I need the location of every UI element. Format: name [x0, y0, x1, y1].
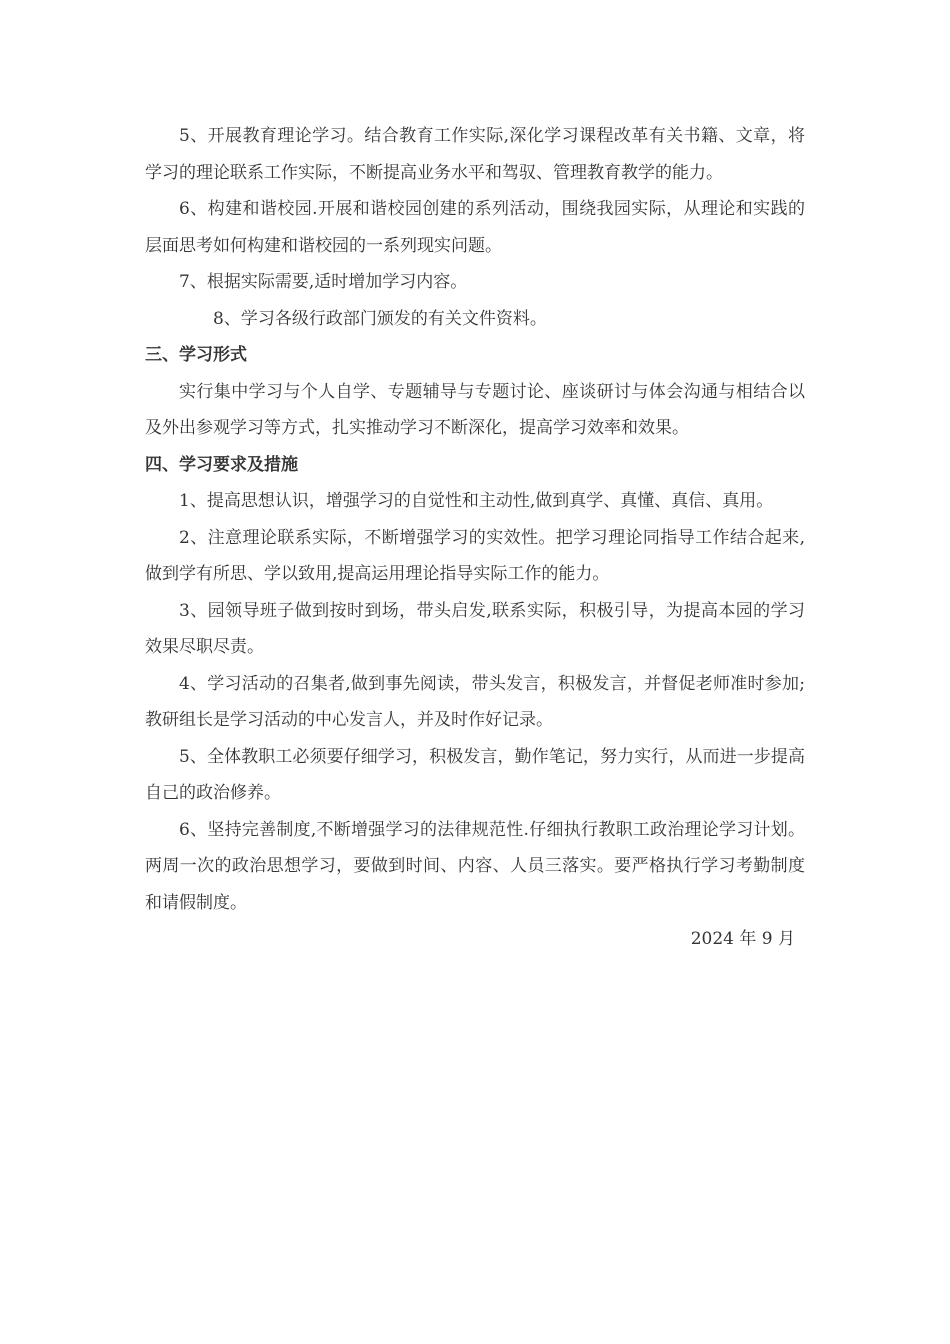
document-page	[145, 118, 805, 958]
section-heading-learning-form: 三、学习形式	[145, 345, 247, 365]
section-heading-requirements: 四、学习要求及措施	[145, 454, 298, 475]
requirement-item-2: 2、注意理论联系实际，不断增强学习的实效性。把学习理论同指导工作结合起来,做到学有所思、学以致用,提高运用理论指导实际工作的能力。	[145, 527, 805, 584]
requirement-item-5: 5、全体教职工必须要仔细学习，积极发言，勤作笔记，努力实行，从而进一步提高自己的政治修养。	[145, 746, 805, 803]
paragraph-item-5: 5、开展教育理论学习。结合教育工作实际,深化学习课程改革有关书籍、文章，将学习的理论联系工作实际，不断提高业务水平和驾驭、管理教育教学的能力。	[145, 126, 805, 183]
document-date: 2024 年 9 月	[690, 929, 795, 949]
requirement-item-3: 3、园领导班子做到按时到场，带头启发,联系实际，积极引导，为提高本园的学习效果尽职尽责。	[145, 600, 805, 657]
requirement-item-6: 6、坚持完善制度,不断增强学习的法律规范性.仔细执行教职工政治理论学习计划。两周一次的政治思想学习，要做到时间、内容、人员三落实。要严格执行学习考勤制度和请假制度。	[145, 819, 805, 913]
requirement-item-1: 1、提高思想认识，增强学习的自觉性和主动性,做到真学、真懂、真信、真用。	[179, 491, 774, 511]
paragraph-learning-form: 实行集中学习与个人自学、专题辅导与专题讨论、座谈研讨与体会沟通与相结合以及外出参观学习等方式，扎实推动学习不断深化，提高学习效率和效果。	[145, 381, 805, 438]
paragraph-item-6: 6、构建和谐校园.开展和谐校园创建的系列活动，围绕我园实际，从理论和实践的层面思考如何构建和谐校园的一系列现实问题。	[145, 199, 805, 256]
paragraph-item-8: 8、学习各级行政部门颁发的有关文件资料。	[213, 308, 547, 329]
requirement-item-4: 4、学习活动的召集者,做到事先阅读，带头发言，积极发言，并督促老师准时参加;教研组长是学习活动的中心发言人，并及时作好记录。	[145, 673, 805, 730]
paragraph-item-7: 7、根据实际需要,适时增加学习内容。	[179, 272, 468, 292]
